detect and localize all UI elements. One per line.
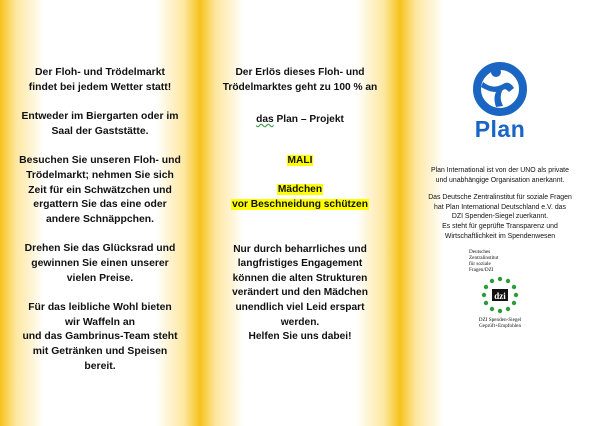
text-line: wir Waffeln an <box>64 316 136 328</box>
campaign-line-2: vor Beschneidung schützen <box>232 198 368 210</box>
text-line: Entweder im Biergarten oder im <box>21 111 179 123</box>
text-line: können die alten Strukturen <box>232 272 368 284</box>
text-line: Plan International ist von der UNO als private <box>431 167 569 174</box>
dzi-info-text <box>410 193 590 241</box>
country-line <box>210 154 390 169</box>
dzi-seal-icon <box>480 275 520 315</box>
plan-logo <box>410 60 590 156</box>
seal-issuer-text: Deutsches Zentralinstitut für soziale Fragen/DZI <box>469 249 499 274</box>
text-line: und das Gambrinus-Team steht <box>22 331 178 343</box>
text-line: vielen Preise. <box>66 272 134 284</box>
right-panel <box>400 0 600 426</box>
weather-paragraph <box>10 66 190 95</box>
text-line: Besuchen Sie unseren Floh- und <box>19 155 181 167</box>
uno-recognition-text <box>410 166 590 185</box>
left-panel <box>0 0 200 426</box>
proceeds-paragraph <box>210 66 390 95</box>
text-line: und unabhängige Organisation anerkannt. <box>435 176 565 184</box>
appeal-paragraph <box>210 243 390 345</box>
project-prefix: das <box>256 114 274 126</box>
text-line: Helfen Sie uns dabei! <box>248 331 352 343</box>
svg-text:dzi: dzi <box>494 291 506 302</box>
text-line: Nur durch beharrliches und <box>233 243 367 255</box>
venue-paragraph <box>10 110 190 139</box>
plan-logo-icon <box>469 60 531 118</box>
country-highlight: MALI <box>287 154 313 166</box>
text-line: langfristiges Engagement <box>237 258 363 270</box>
project-name: Plan – Projekt <box>273 114 344 126</box>
text-line: Der Floh- und Trödelmarkt <box>35 67 165 78</box>
text-line: DZI Spenden-Siegel zuerkannt. <box>451 213 549 221</box>
plan-logo-text: Plan <box>474 116 526 142</box>
text-line: Trödelmarkt; nehmen Sie sich <box>26 169 174 181</box>
text-line: Zeit für ein Schwätzchen und <box>28 184 172 196</box>
campaign-line-1: Mädchen <box>277 184 323 196</box>
text-line: gewinnen Sie einen unserer <box>31 257 169 269</box>
text-line: Saal der Gaststätte. <box>51 125 149 137</box>
text-line: Das Deutsche Zentralinstitut für soziale Fragen <box>428 194 572 202</box>
text-line: unendlich viel Leid erspart <box>235 301 365 313</box>
seal-caption-text: DZI Spenden-Siegel Geprüft+Empfohlen <box>478 317 522 330</box>
text-line: Der Erlös dieses Floh- und <box>235 67 365 78</box>
text-line: mit Getränken und Speisen <box>32 345 168 357</box>
visit-paragraph <box>10 154 190 227</box>
text-line: verändert und den Mädchen <box>232 287 368 299</box>
dzi-seal <box>469 249 531 329</box>
text-line: Drehen Sie das Glücksrad und <box>24 243 176 255</box>
text-line: Wirtschaftlichkeit im Spendenwesen <box>444 232 556 240</box>
text-line: hat Plan International Deutschland e.V. das <box>434 203 566 211</box>
text-line: findet bei jedem Wetter statt! <box>28 81 172 93</box>
middle-panel <box>200 0 400 426</box>
text-line: Es steht für geprüfte Transparenz und <box>442 222 558 230</box>
wheel-paragraph <box>10 242 190 286</box>
text-line: Trödelmarktes geht zu 100 % an <box>222 81 378 93</box>
food-paragraph <box>10 301 190 374</box>
text-line: bereit. <box>84 360 116 372</box>
project-line <box>210 113 390 128</box>
text-line: ergattern Sie das eine oder <box>33 199 167 211</box>
text-line: andere Schnäppchen. <box>46 213 154 225</box>
text-line: Für das leibliche Wohl bieten <box>28 302 172 314</box>
campaign-heading <box>210 183 390 212</box>
text-line: werden. <box>280 316 320 328</box>
